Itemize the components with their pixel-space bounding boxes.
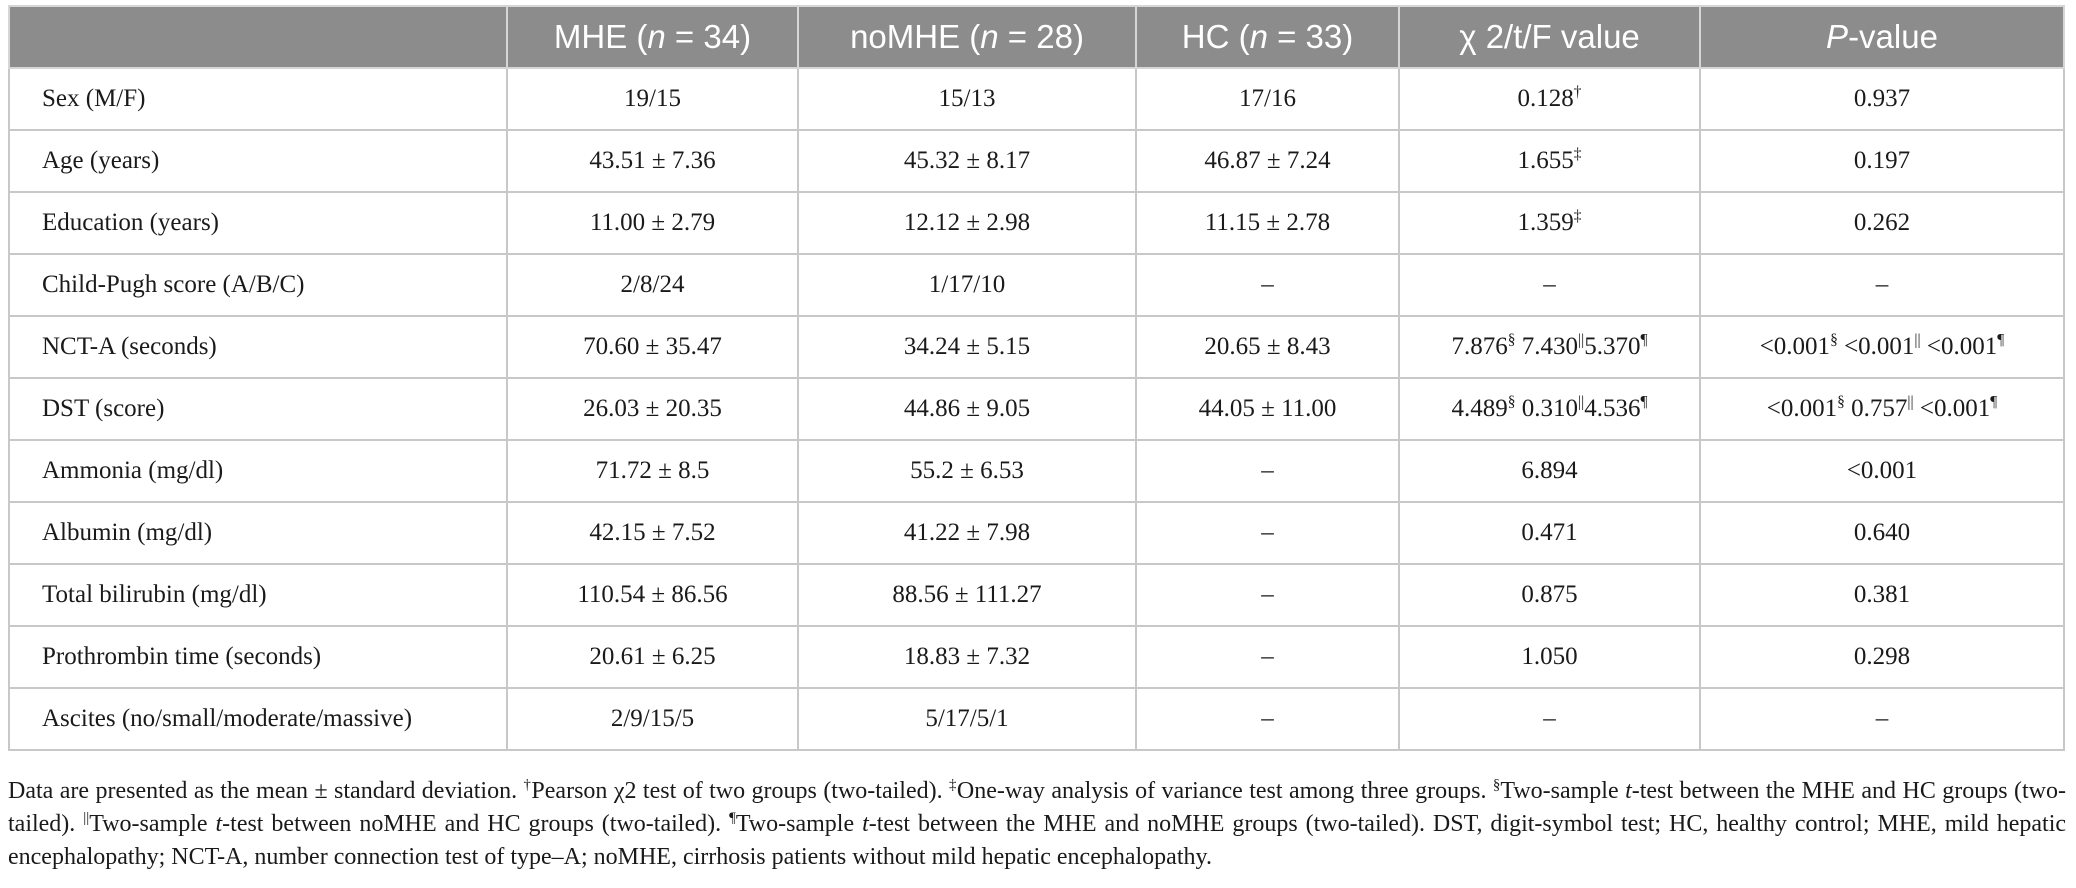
header-hc: HC (n = 33)	[1136, 6, 1399, 68]
cell-hc: –	[1136, 688, 1399, 750]
row-label: Total bilirubin (mg/dl)	[9, 564, 507, 626]
table-row	[9, 564, 2064, 626]
cell-p: –	[1700, 688, 2064, 750]
row-label: DST (score)	[9, 378, 507, 440]
row-label: Child-Pugh score (A/B/C)	[9, 254, 507, 316]
cell-hc: 46.87 ± 7.24	[1136, 130, 1399, 192]
cell-nomhe: 15/13	[798, 68, 1136, 130]
cell-hc: 11.15 ± 2.78	[1136, 192, 1399, 254]
table-row	[9, 254, 2064, 316]
table-header	[9, 6, 2064, 68]
cell-stat: 7.876§ 7.430||5.370¶	[1399, 316, 1700, 378]
cell-p: <0.001	[1700, 440, 2064, 502]
row-label: Prothrombin time (seconds)	[9, 626, 507, 688]
cell-stat: 4.489§ 0.310||4.536¶	[1399, 378, 1700, 440]
cell-p: 0.937	[1700, 68, 2064, 130]
cell-stat: 1.359‡	[1399, 192, 1700, 254]
cell-nomhe: 34.24 ± 5.15	[798, 316, 1136, 378]
table-row	[9, 378, 2064, 440]
cell-mhe: 11.00 ± 2.79	[507, 192, 798, 254]
cell-stat: –	[1399, 688, 1700, 750]
cell-p: 0.262	[1700, 192, 2064, 254]
row-label: Ascites (no/small/moderate/massive)	[9, 688, 507, 750]
row-label: Age (years)	[9, 130, 507, 192]
table-row	[9, 502, 2064, 564]
cell-p: 0.640	[1700, 502, 2064, 564]
cell-nomhe: 55.2 ± 6.53	[798, 440, 1136, 502]
header-stat-value: χ 2/t/F value	[1399, 6, 1700, 68]
table-row	[9, 192, 2064, 254]
cell-mhe: 70.60 ± 35.47	[507, 316, 798, 378]
cell-mhe: 110.54 ± 86.56	[507, 564, 798, 626]
header-nomhe: noMHE (n = 28)	[798, 6, 1136, 68]
row-label: Albumin (mg/dl)	[9, 502, 507, 564]
cell-mhe: 42.15 ± 7.52	[507, 502, 798, 564]
cell-mhe: 26.03 ± 20.35	[507, 378, 798, 440]
table-row	[9, 626, 2064, 688]
table-row	[9, 68, 2064, 130]
cell-hc: –	[1136, 626, 1399, 688]
header-p-value: P-value	[1700, 6, 2064, 68]
table-row	[9, 440, 2064, 502]
cell-nomhe: 18.83 ± 7.32	[798, 626, 1136, 688]
cell-nomhe: 44.86 ± 9.05	[798, 378, 1136, 440]
cell-stat: 0.128†	[1399, 68, 1700, 130]
cell-p: <0.001§ <0.001|| <0.001¶	[1700, 316, 2064, 378]
cell-hc: 20.65 ± 8.43	[1136, 316, 1399, 378]
cell-mhe: 2/9/15/5	[507, 688, 798, 750]
data-table	[8, 5, 2065, 751]
row-label: Ammonia (mg/dl)	[9, 440, 507, 502]
cell-mhe: 20.61 ± 6.25	[507, 626, 798, 688]
cell-stat: 6.894	[1399, 440, 1700, 502]
cell-stat: 1.655‡	[1399, 130, 1700, 192]
cell-nomhe: 45.32 ± 8.17	[798, 130, 1136, 192]
cell-nomhe: 5/17/5/1	[798, 688, 1136, 750]
cell-mhe: 43.51 ± 7.36	[507, 130, 798, 192]
cell-hc: –	[1136, 564, 1399, 626]
cell-p: 0.381	[1700, 564, 2064, 626]
table-row	[9, 316, 2064, 378]
cell-mhe: 71.72 ± 8.5	[507, 440, 798, 502]
cell-hc: –	[1136, 440, 1399, 502]
row-label: Sex (M/F)	[9, 68, 507, 130]
cell-nomhe: 1/17/10	[798, 254, 1136, 316]
row-label: Education (years)	[9, 192, 507, 254]
cell-p: 0.197	[1700, 130, 2064, 192]
cell-stat: 0.875	[1399, 564, 1700, 626]
cell-hc: –	[1136, 254, 1399, 316]
cell-p: –	[1700, 254, 2064, 316]
header-blank	[9, 6, 507, 68]
header-row	[9, 6, 2064, 68]
cell-nomhe: 41.22 ± 7.98	[798, 502, 1136, 564]
cell-hc: –	[1136, 502, 1399, 564]
cell-hc: 17/16	[1136, 68, 1399, 130]
cell-hc: 44.05 ± 11.00	[1136, 378, 1399, 440]
cell-nomhe: 12.12 ± 2.98	[798, 192, 1136, 254]
cell-stat: 1.050	[1399, 626, 1700, 688]
table-row	[9, 130, 2064, 192]
cell-stat: –	[1399, 254, 1700, 316]
header-mhe: MHE (n = 34)	[507, 6, 798, 68]
cell-mhe: 19/15	[507, 68, 798, 130]
cell-stat: 0.471	[1399, 502, 1700, 564]
cell-mhe: 2/8/24	[507, 254, 798, 316]
table-footnote: Data are presented as the mean ± standard deviation. †Pearson χ2 test of two groups (two-tailed). ‡One-way analysis of variance test among three groups. §Two-sample t-test between the MHE and HC groups (two-tailed). ||Two-sample t-test between noMHE and HC groups (two-tailed). ¶Two-sample t-test between the MHE and noMHE groups (two-tailed). DST, digit-symbol test; HC, healthy control; MHE, mild hepatic encephalopathy; NCT-A, number connection test of type–A; noMHE, cirrhosis patients without mild hepatic encephalopathy.	[8, 777, 2067, 870]
cell-p: 0.298	[1700, 626, 2064, 688]
cell-p: <0.001§ 0.757|| <0.001¶	[1700, 378, 2064, 440]
table-row	[9, 688, 2064, 750]
row-label: NCT-A (seconds)	[9, 316, 507, 378]
cell-nomhe: 88.56 ± 111.27	[798, 564, 1136, 626]
